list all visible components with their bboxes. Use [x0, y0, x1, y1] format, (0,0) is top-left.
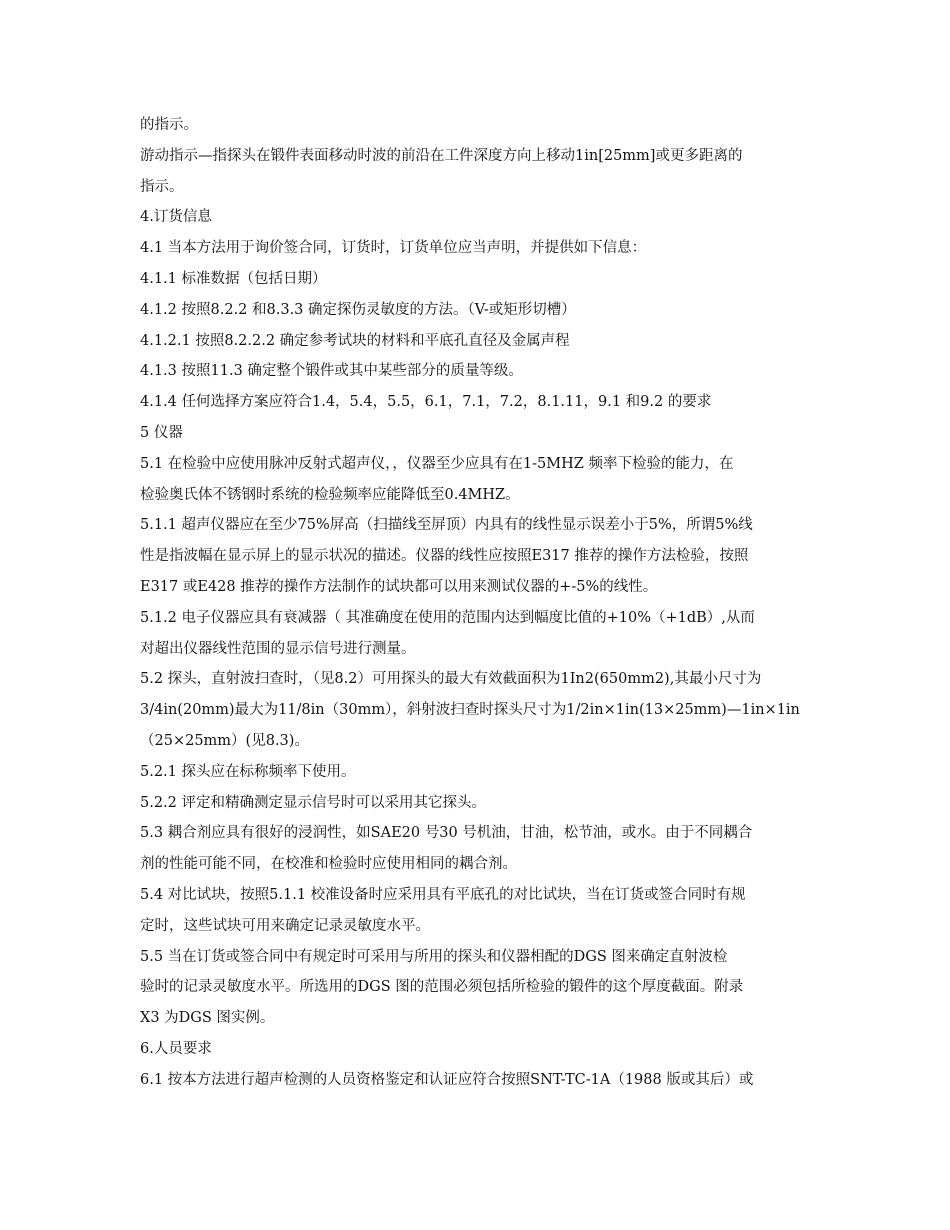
- text-line: 5.2.1 探头应在标称频率下使用。: [140, 763, 356, 780]
- text-line: 3/4in(20mm)最大为11/8in（30mm），斜射波扫查时探头尺寸为1/2in×1in(13×25mm)—1in×1in: [140, 702, 800, 719]
- text-line: 对超出仪器线性范围的显示信号进行测量。: [140, 640, 416, 657]
- document-body: [140, 110, 810, 1096]
- text-line: 指示。: [140, 178, 184, 195]
- text-line: 5.1.2 电子仪器应具有衰减器（ 其准确度在使用的范围内达到幅度比值的+10%（+1dB）,从而: [140, 609, 755, 626]
- text-line: 性是指波幅在显示屏上的显示状况的描述。仪器的线性应按照E317 推荐的操作方法检验，按照: [140, 548, 749, 565]
- text-line: 5.1 在检验中应使用脉冲反射式超声仪，，仪器至少应具有在1-5MHZ 频率下检验的能力，在: [140, 455, 734, 472]
- text-line: 6.1 按本方法进行超声检测的人员资格鉴定和认证应符合按照SNT-TC-1A（1988 版或其后）或: [140, 1071, 754, 1088]
- text-line: 5.1.1 超声仪器应在至少75%屏高（扫描线至屏顶）内具有的线性显示误差小于5%，所谓5%线: [140, 517, 753, 534]
- text-line: 游动指示—指探头在锻件表面移动时波的前沿在工件深度方向上移动1in[25mm]或更多距离的: [140, 147, 743, 164]
- text-line: 剂的性能可能不同，在校准和检验时应使用相同的耦合剂。: [140, 856, 517, 873]
- text-line: 5.5 当在订货或签合同中有规定时可采用与所用的探头和仪器相配的DGS 图来确定直射波检: [140, 948, 728, 965]
- text-line: 的指示。: [140, 117, 198, 133]
- text-line: （25×25mm）(见8.3)。: [140, 732, 309, 749]
- text-line: 4.1 当本方法用于询价签合同，订货时，订货单位应当声明，并提供如下信息：: [140, 240, 647, 257]
- text-line: X3 为DGS 图实例。: [140, 1010, 275, 1027]
- text-line: 定时，这些试块可用来确定记录灵敏度水平。: [140, 917, 430, 934]
- text-line: 5.2 探头，直射波扫查时，（见8.2）可用探头的最大有效截面积为1In2(650mm2),其最小尺寸为: [140, 671, 762, 688]
- section-heading: 4.订货信息: [140, 209, 212, 226]
- section-heading: 6.人员要求: [140, 1040, 212, 1057]
- text-line: 5.3 耦合剂应具有很好的浸润性，如SAE20 号30 号机油，甘油，松节油，或水。由于不同耦合: [140, 825, 753, 842]
- text-line: 检验奥氏体不锈钢时系统的检验频率应能降低至0.4MHZ。: [140, 486, 520, 503]
- text-line: E317 或E428 推荐的操作方法制作的试块都可以用来测试仪器的+-5%的线性。: [140, 578, 658, 595]
- text-line: 4.1.3 按照11.3 确定整个锻件或其中某些部分的质量等级。: [140, 363, 523, 380]
- text-line: 5.2.2 评定和精确测定显示信号时可以采用其它探头。: [140, 794, 487, 811]
- text-line: 验时的记录灵敏度水平。所选用的DGS 图的范围必须包括所检验的锻件的这个厚度截面。附录: [140, 979, 744, 996]
- text-line: 4.1.1 标准数据（包括日期）: [140, 270, 327, 287]
- text-line: 4.1.4 任何选择方案应符合1.4，5.4，5.5，6.1，7.1，7.2，8.1.11，9.1 和9.2 的要求: [140, 394, 712, 411]
- text-line: 4.1.2 按照8.2.2 和8.3.3 确定探伤灵敏度的方法。（V-或矩形切槽）: [140, 301, 576, 318]
- section-heading: 5 仪器: [140, 424, 183, 441]
- text-line: 5.4 对比试块，按照5.1.1 校准设备时应采用具有平底孔的对比试块，当在订货或签合同时有规: [140, 886, 746, 903]
- text-line: 4.1.2.1 按照8.2.2.2 确定参考试块的材料和平底孔直径及金属声程: [140, 332, 570, 349]
